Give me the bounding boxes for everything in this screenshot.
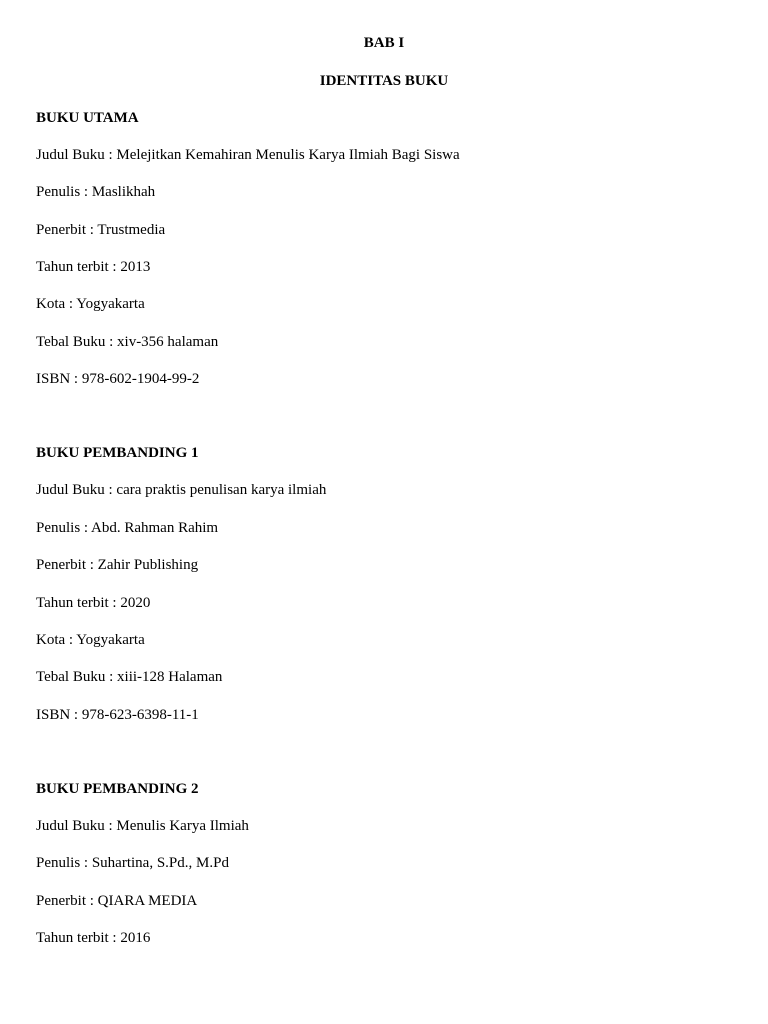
main-book-heading: BUKU UTAMA <box>36 110 139 126</box>
main-book-year: Tahun terbit : 2013 <box>36 259 151 275</box>
comparison-2-year: Tahun terbit : 2016 <box>36 930 151 946</box>
comparison-1-isbn: ISBN : 978-623-6398-11-1 <box>36 707 199 723</box>
chapter-heading: BAB I <box>363 35 405 51</box>
main-book-title: Judul Buku : Melejitkan Kemahiran Menulis Karya Ilmiah Bagi Siswa <box>36 147 460 163</box>
comparison-1-publisher: Penerbit : Zahir Publishing <box>36 557 199 573</box>
main-book-pages: Tebal Buku : xiv-356 halaman <box>36 334 219 350</box>
main-book-isbn: ISBN : 978-602-1904-99-2 <box>36 371 200 387</box>
comparison-1-year: Tahun terbit : 2020 <box>36 595 151 611</box>
comparison-2-title: Judul Buku : Menulis Karya Ilmiah <box>36 818 249 834</box>
main-book-publisher: Penerbit : Trustmedia <box>36 222 166 238</box>
comparison-1-city: Kota : Yogyakarta <box>36 632 145 648</box>
comparison-1-pages: Tebal Buku : xiii-128 Halaman <box>36 669 223 685</box>
comparison-2-heading: BUKU PEMBANDING 2 <box>36 781 199 797</box>
comparison-2-author: Penulis : Suhartina, S.Pd., M.Pd <box>36 855 229 871</box>
main-book-author: Penulis : Maslikhah <box>36 184 156 200</box>
comparison-1-title: Judul Buku : cara praktis penulisan karya ilmiah <box>36 482 327 498</box>
main-book-city: Kota : Yogyakarta <box>36 296 145 312</box>
page-title: IDENTITAS BUKU <box>319 73 449 89</box>
comparison-1-heading: BUKU PEMBANDING 1 <box>36 445 199 461</box>
comparison-1-author: Penulis : Abd. Rahman Rahim <box>36 520 219 536</box>
comparison-2-publisher: Penerbit : QIARA MEDIA <box>36 893 198 909</box>
